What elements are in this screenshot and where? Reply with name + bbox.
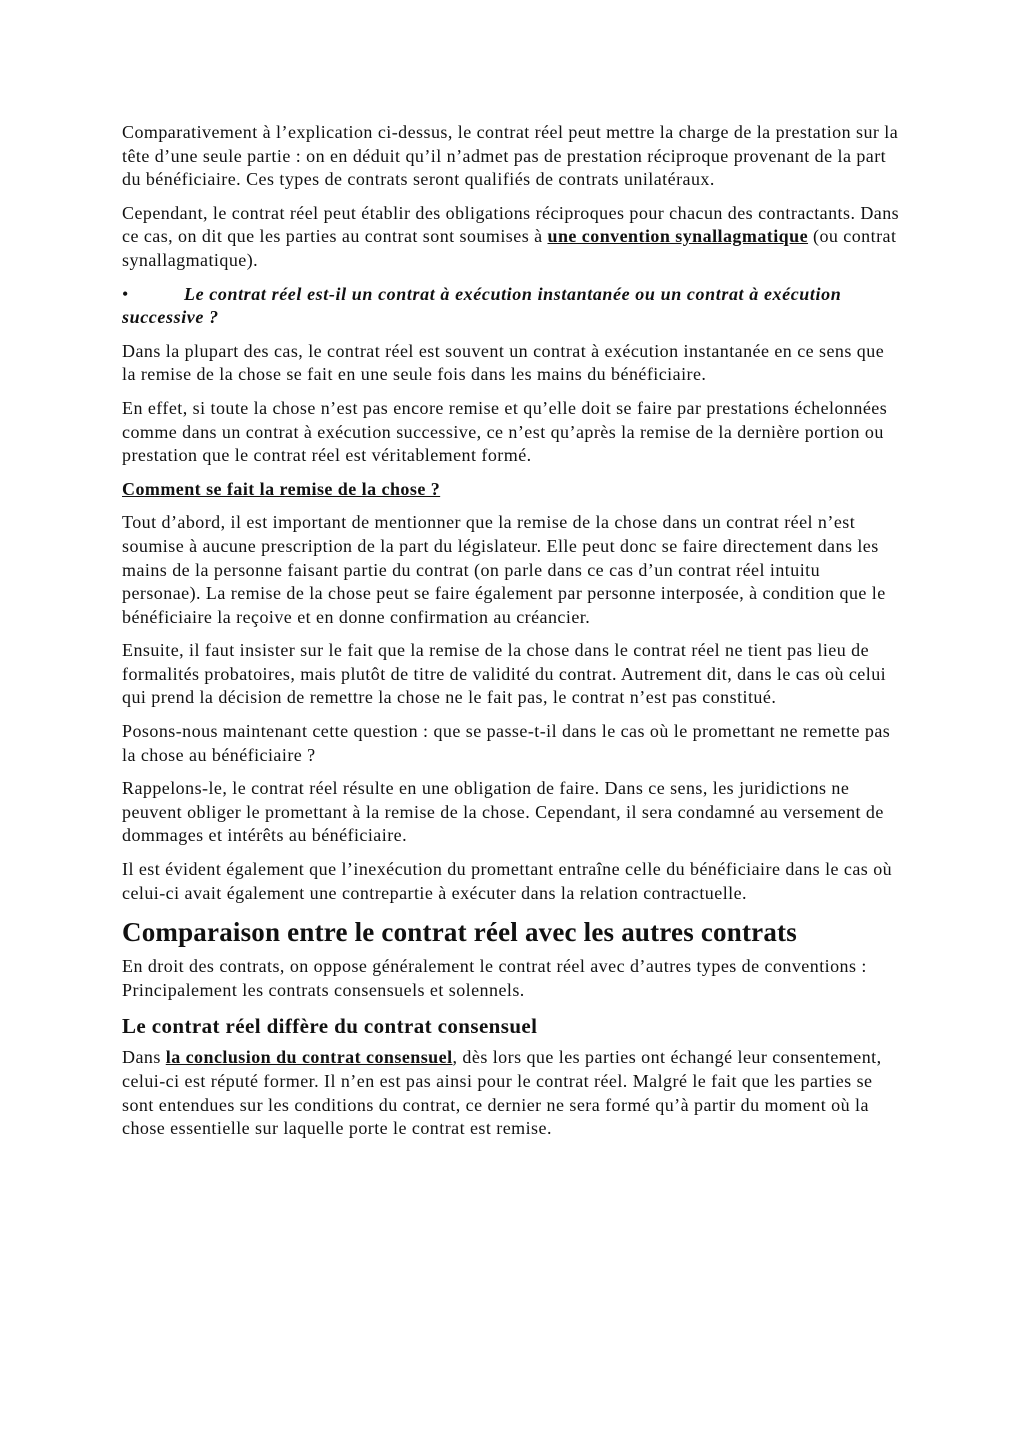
paragraph-validite: Ensuite, il faut insister sur le fait que la remise de la chose dans le contrat réel ne tient pas lieu de formalités probatoires, mais plutôt de titre de validité du contrat. Autrement dit, dans le cas où celui qui prend la décision de remettre la chose ne le fait pas, le contrat n’est pas constitué.	[122, 640, 887, 708]
paragraph-remise-prescription: Tout d’abord, il est important de mentionner que la remise de la chose dans un contrat réel n’est soumise à aucune prescription de la part du législateur. Elle peut donc se faire directement dans les mains de la personne faisant partie du contrat (on parle dans ce cas d’un contrat réel intuitu personae). La remise de la chose peut se faire également par personne interposée, à condition que le bénéficiaire la reçoive et en donne confirmation au créancier.	[122, 512, 886, 627]
paragraph-inexecution: Il est évident également que l’inexécution du promettant entraîne celle du bénéficiaire dans le cas où celui-ci avait également une contrepartie à exécuter dans la relation contractuelle.	[122, 859, 893, 903]
document-page	[122, 121, 902, 1151]
paragraph-question: Posons-nous maintenant cette question : que se passe-t-il dans le cas où le promettant ne remette pas la chose au bénéficiaire ?	[122, 721, 891, 765]
bullet-question-text: Le contrat réel est-il un contrat à exécution instantanée ou un contrat à exécution successive ?	[122, 283, 842, 328]
paragraph-consensuel-lead: Dans	[122, 1047, 166, 1068]
paragraph-consensuel-text: , dès lors que les parties ont échangé leur consentement, celui-ci est réputé former. Il n’en est pas ainsi pour le contrat réel. Malgré le fait que les parties se sont entendues sur les conditions du contrat, ce dernier ne sera formé qu’à partir du moment où la chose essentielle sur laquelle porte le contrat est remise.	[122, 1047, 882, 1139]
link-convention-synallagmatique[interactable]: une convention synallagmatique	[547, 226, 809, 247]
paragraph-synallagmatic	[122, 202, 902, 273]
bullet-icon: •	[122, 283, 129, 304]
paragraph-synallagmatic-tail: (ou contrat synallagmatique).	[122, 226, 897, 270]
paragraph-successive: En effet, si toute la chose n’est pas encore remise et qu’elle doit se faire par prestations échelonnées comme dans un contrat à exécution successive, ce n’est qu’après la remise de la dernière portion ou prestation que le contrat réel est véritablement formé.	[122, 397, 888, 466]
section-subheading: Le contrat réel diffère du contrat consensuel	[122, 1014, 538, 1039]
paragraph-instantaneous: Dans la plupart des cas, le contrat réel est souvent un contrat à exécution instantanée en ce sens que la remise de la chose se fait en une seule fois dans les mains du bénéficiaire.	[122, 340, 885, 385]
bullet-question	[122, 283, 902, 330]
subheading-remise: Comment se fait la remise de la chose ?	[122, 478, 441, 499]
section-intro: En droit des contrats, on oppose généralement le contrat réel avec d’autres types de conventions : Principalement les contrats consensuels et solennels.	[122, 956, 867, 1000]
section-heading: Comparaison entre le contrat réel avec les autres contrats	[122, 917, 797, 948]
paragraph-unilateral: Comparativement à l’explication ci-dessus, le contrat réel peut mettre la charge de la prestation sur la tête d’une seule partie : on en déduit qu’il n’admet pas de prestation réciproque provenant de la part du bénéficiaire. Ces types de contrats seront qualifiés de contrats unilatéraux.	[122, 122, 899, 190]
paragraph-consensuel	[122, 1046, 902, 1140]
link-conclusion-contrat-consensuel[interactable]: la conclusion du contrat consensuel	[165, 1047, 453, 1068]
paragraph-obligation-faire: Rappelons-le, le contrat réel résulte en une obligation de faire. Dans ce sens, les juridictions ne peuvent obliger le promettant à la remise de la chose. Cependant, il sera condamné au versement de dommages et intérêts au bénéficiaire.	[122, 778, 884, 846]
paragraph-synallagmatic-text: Cependant, le contrat réel peut établir des obligations réciproques pour chacun des contractants. Dans ce cas, on dit que les parties au contrat sont soumises à	[122, 202, 900, 247]
